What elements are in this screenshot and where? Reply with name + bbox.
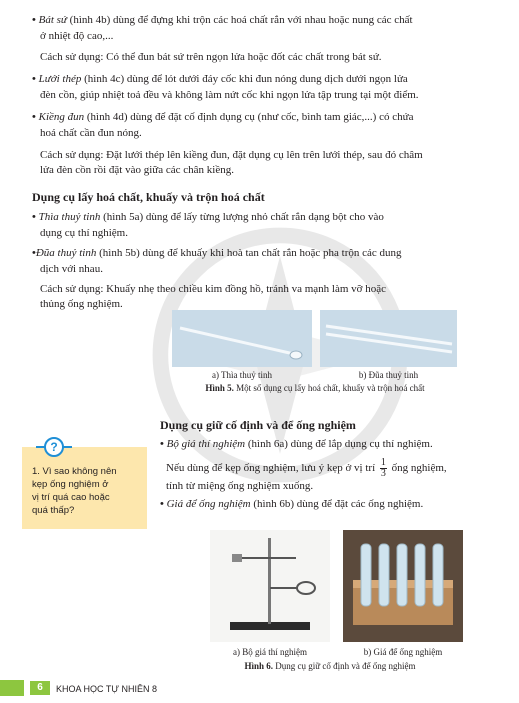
figure-6-caption: Hình 6. Dụng cụ giữ cố định và để ống nghiệm	[244, 661, 416, 671]
figure-5-caption: Hình 5. Một số dụng cụ lấy hoá chất, khuấy và trộn hoá chất	[205, 383, 425, 393]
svg-text:?: ?	[50, 440, 58, 454]
luoi-thep-line2: đèn cồn, giúp nhiệt toả đều và không làm nứt cốc khi ngọn lửa tập trung tại một điểm.	[40, 89, 419, 101]
figure-test-tube-rack	[343, 530, 463, 642]
bat-su-usage: Cách sử dụng: Có thể đun bát sứ trên ngọn lửa hoặc đốt các chất trong bát sứ.	[40, 51, 382, 63]
caption-5b: b) Đũa thuỷ tinh	[358, 370, 419, 380]
bullet-bat-su: • Bát sứ (hình 4b) dùng để đựng khi trộn các hoá chất rắn với nhau hoặc nung các chất	[32, 14, 413, 26]
thia-line2: dụng cụ thí nghiệm.	[40, 227, 128, 239]
page-number: 6	[30, 681, 50, 695]
dua-line2: dịch với nhau.	[40, 263, 103, 275]
caption-6b: b) Giá để ống nghiệm	[363, 647, 443, 657]
term-bat-su: Bát sứ	[38, 14, 67, 26]
bat-su-line2: ở nhiệt độ cao,...	[40, 30, 114, 42]
footer-accent-bar	[0, 680, 24, 696]
lab-stand-illustration	[210, 530, 330, 642]
glass-spoon-illustration	[172, 310, 312, 367]
bullet-dua: •Đũa thuỷ tinh (hình 5b) dùng để khuấy khi hoà tan chất rắn hoặc pha trộn các dung	[32, 247, 402, 259]
question-line-3: vị trí quá cao hoặc	[32, 492, 110, 503]
question-mark-icon	[36, 437, 72, 457]
clamp-note-line2: tính từ miệng ống nghiệm xuống.	[166, 480, 314, 492]
fraction-one-third: $\frac{1}{3}$	[380, 457, 386, 479]
figure-lab-stand	[210, 530, 330, 642]
book-title: KHOA HỌC TỰ NHIÊN 8	[56, 684, 158, 694]
test-tube-rack-illustration	[343, 530, 463, 642]
question-line-1: 1. Vì sao không nên	[32, 466, 117, 477]
figure-glass-rod	[320, 310, 457, 367]
caption-5a: a) Thìa thuỷ tinh	[211, 370, 273, 380]
kieng-usage-2: lửa đèn cồn rồi đặt vào giữa các chân kiềng.	[40, 164, 234, 176]
bullet-kieng-dun: • Kiềng đun (hình 4d) dùng để đặt cố định dụng cụ (như cốc, bình tam giác,...) có chứa	[32, 111, 414, 123]
bullet-thia: • Thìa thuỷ tinh (hình 5a) dùng để lấy từng lượng nhỏ chất rắn dạng bột cho vào	[32, 211, 384, 223]
figure-glass-spoon	[172, 310, 312, 367]
section-heading-stirring: Dụng cụ lấy hoá chất, khuấy và trộn hoá chất	[32, 190, 265, 204]
bullet-gia-de: • Giá để ống nghiệm (hình 6b) dùng để đặt các ống nghiệm.	[160, 498, 424, 510]
bullet-luoi-thep: • Lưới thép (hình 4c) dùng để lót dưới đáy cốc khi đun nóng dung dịch dưới ngọn lửa	[32, 73, 408, 85]
caption-6a: a) Bộ giá thí nghiệm	[233, 647, 307, 657]
glass-rod-illustration	[320, 310, 457, 367]
dua-usage-1: Cách sử dụng: Khuấy nhẹ theo chiều kim đồng hồ, tránh va mạnh làm vỡ hoặc	[40, 283, 386, 295]
section-heading-holders: Dụng cụ giữ cố định và để ống nghiệm	[160, 418, 356, 432]
dua-usage-2: thủng ống nghiệm.	[40, 298, 123, 310]
question-line-2: kẹp ống nghiệm ở	[32, 479, 109, 490]
kieng-dun-line2: hoá chất cần đun nóng.	[40, 127, 142, 139]
clamp-note: Nếu dùng để kẹp ống nghiệm, lưu ý kẹp ở vị trí $\frac{1}{3}$ ống nghiệm,	[166, 457, 447, 479]
bullet-gia-thi-nghiem: • Bộ giá thí nghiệm (hình 6a) dùng để lắp dụng cụ thí nghiệm.	[160, 438, 433, 450]
kieng-usage-1: Cách sử dụng: Đặt lưới thép lên kiềng đun, đặt dụng cụ lên trên lưới thép, sau đó châm	[40, 149, 423, 161]
question-box	[22, 447, 147, 529]
question-line-4: quá thấp?	[32, 505, 75, 516]
